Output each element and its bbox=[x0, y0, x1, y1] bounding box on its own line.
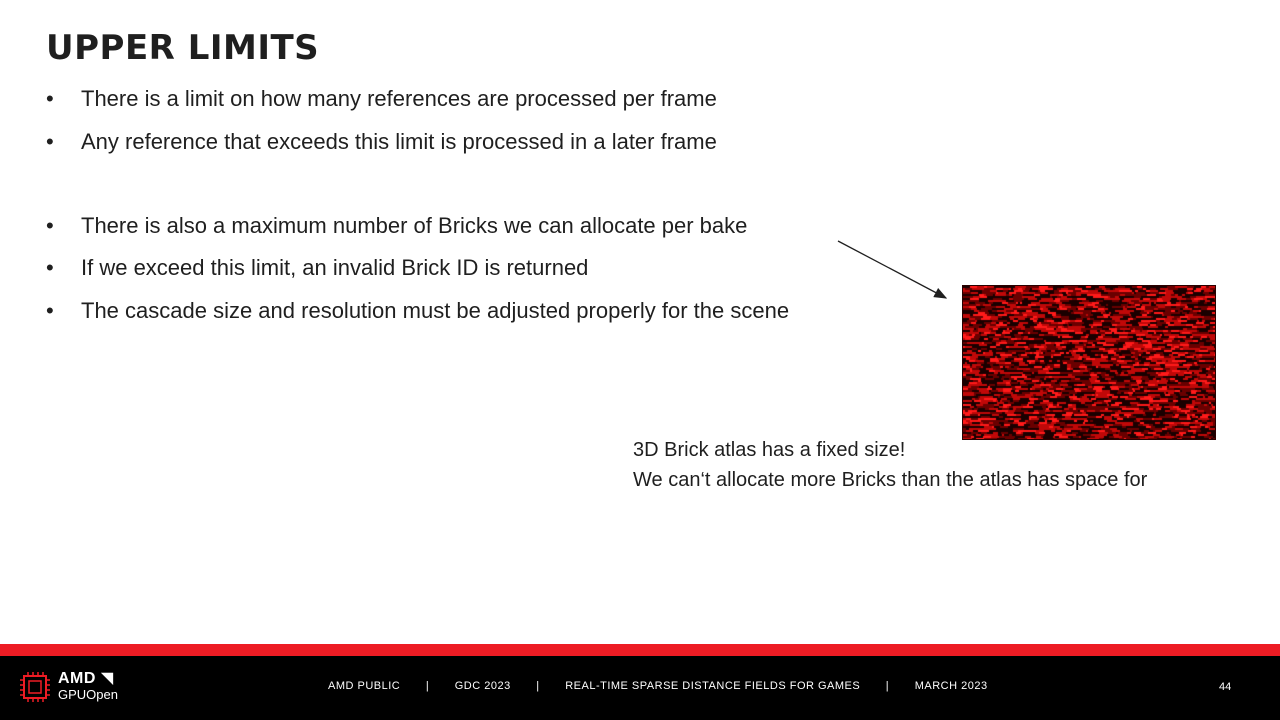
bullet-dot: • bbox=[46, 213, 54, 238]
bullet-text: The cascade size and resolution must be adjusted properly for the scene bbox=[81, 298, 790, 323]
amd-gpuopen-logo bbox=[18, 670, 118, 704]
bullet-dot: • bbox=[46, 298, 54, 323]
footer-separator: | bbox=[536, 680, 540, 692]
footer-talk-title: REAL-TIME SPARSE DISTANCE FIELDS FOR GAMES bbox=[565, 680, 861, 692]
footer-classification: AMD PUBLIC bbox=[328, 680, 401, 692]
page-number: 44 bbox=[1219, 681, 1232, 693]
brick-atlas-noise bbox=[963, 286, 1215, 439]
bullet-dot: • bbox=[46, 255, 54, 280]
bullet-dot: • bbox=[46, 129, 54, 154]
logo-amd-text: AMD ◥ bbox=[58, 670, 114, 687]
footer-event: GDC 2023 bbox=[454, 680, 511, 692]
caption-line-1: 3D Brick atlas has a fixed size! bbox=[633, 439, 906, 461]
slide-title: UPPER LIMITS bbox=[46, 28, 320, 68]
brick-atlas-image bbox=[962, 285, 1216, 440]
chip-icon bbox=[18, 670, 52, 704]
bullet-text: If we exceed this limit, an invalid Brick ID is returned bbox=[81, 255, 589, 280]
atlas-caption bbox=[633, 435, 1147, 495]
arrow-line bbox=[838, 241, 946, 298]
footer-separator: | bbox=[885, 680, 890, 692]
footer-bar bbox=[0, 656, 1280, 720]
footer-info bbox=[328, 680, 988, 692]
footer-separator: | bbox=[425, 680, 430, 692]
caption-line-2: We can‘t allocate more Bricks than the atlas has space for bbox=[633, 469, 1148, 491]
bullet-text: Any reference that exceeds this limit is processed in a later frame bbox=[81, 129, 717, 154]
footer-red-strip bbox=[0, 644, 1280, 656]
amd-arrow-icon: ◥ bbox=[100, 670, 114, 687]
bullet-dot: • bbox=[46, 86, 54, 111]
footer-date: MARCH 2023 bbox=[914, 680, 988, 692]
logo-gpuopen-text: GPUOpen bbox=[58, 687, 118, 702]
bullet-text: There is also a maximum number of Bricks we can allocate per bake bbox=[81, 213, 748, 238]
bullet-text: There is a limit on how many references are processed per frame bbox=[81, 86, 717, 111]
